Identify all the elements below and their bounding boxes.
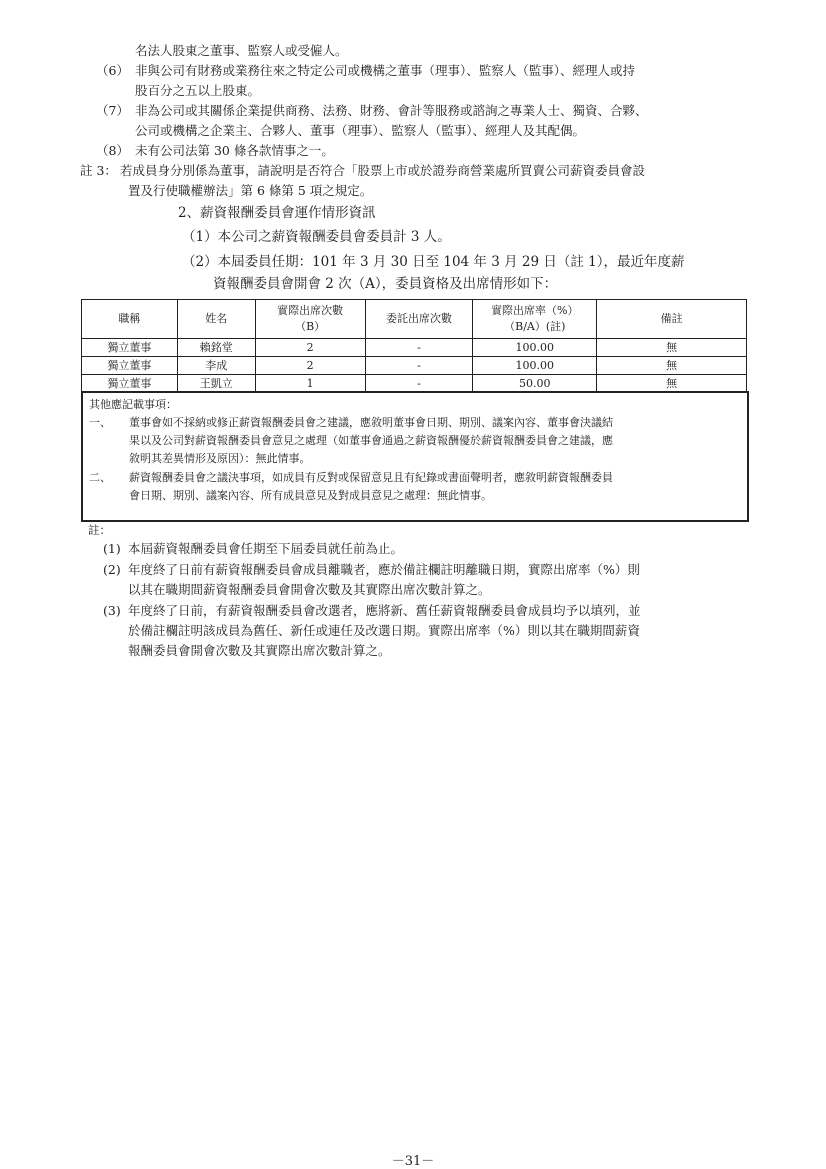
other-item-2-line-1: 薪資報酬委員會之議決事項，如成員有反對或保留意見且有紀錄或書面聲明者，應敘明薪資報酬委員 xyxy=(129,471,613,484)
cell-name: 賴銘堂 xyxy=(177,339,255,357)
note-3-label: 註 3： xyxy=(80,163,117,178)
header-proxy-attendance: 委託出席次數 xyxy=(365,300,473,339)
cell-rate: 50.00 xyxy=(473,375,597,393)
cell-title: 獨立董事 xyxy=(82,357,178,375)
table-row xyxy=(82,339,747,357)
cell-attendance: 2 xyxy=(255,357,365,375)
other-matters-box xyxy=(81,391,749,522)
note-3-line-2: 置及行使職權辦法」第 6 條第 5 項之規定。 xyxy=(128,183,373,198)
note-3-body-line-3: 報酬委員會開會次數及其實際出席次數計算之。 xyxy=(128,643,391,658)
other-item-2-line-2: 會日期、期別、議案內容、所有成員意見及對成員意見之處理：無此情事。 xyxy=(129,489,492,502)
cell-proxy: - xyxy=(365,357,473,375)
header-actual-attendance-line-2: （B） xyxy=(295,320,326,333)
section-paragraph-2-line-2: 資報酬委員會開會 2 次（A），委員資格及出席情形如下： xyxy=(213,276,558,292)
list-item-7-line-1: 非為公司或其關係企業提供商務、法務、財務、會計等服務或諮詢之專業人士、獨資、合夥、 xyxy=(135,103,648,118)
header-actual-attendance xyxy=(255,300,365,339)
list-item-7-line-2: 公司或機構之企業主、合夥人、董事（理事）、監察人（監事）、經理人及其配偶。 xyxy=(135,123,586,138)
cell-rate: 100.00 xyxy=(473,357,597,375)
cell-title: 獨立董事 xyxy=(82,339,178,357)
header-attendance-rate-line-1: 實際出席率（%） xyxy=(491,304,579,317)
header-attendance-rate xyxy=(473,300,597,339)
cell-remark: 無 xyxy=(597,357,747,375)
other-item-1-line-1: 董事會如不採納或修正薪資報酬委員會之建議，應敘明董事會日期、期別、議案內容、董事會決議結 xyxy=(129,416,613,429)
other-item-1-line-2: 果以及公司對薪資報酬委員會意見之處理（如董事會通過之薪資報酬優於薪資報酬委員會之建議，應 xyxy=(129,434,613,447)
list-item-8-number: （8） xyxy=(96,143,129,158)
note-2-line-2: 以其在職期間薪資報酬委員會開會次數及其實際出席次數計算之。 xyxy=(128,582,491,597)
header-remark: 備註 xyxy=(597,300,747,339)
note-3-body-line-2: 於備註欄註明該成員為舊任、新任或連任及改選日期。實際出席率（%）則以其在職期間薪資 xyxy=(128,623,640,638)
note-2-line-1: 年度終了日前有薪資報酬委員會成員離職者，應於備註欄註明離職日期，實際出席率（%）則 xyxy=(128,562,640,577)
note-2-number: (2) xyxy=(103,562,121,577)
cell-attendance: 1 xyxy=(255,375,365,393)
cell-remark: 無 xyxy=(597,375,747,393)
table-row xyxy=(82,357,747,375)
page-number: －31－ xyxy=(391,1154,435,1169)
section-heading: 2、薪資報酬委員會運作情形資訊 xyxy=(178,205,376,221)
list-item-8-line-1: 未有公司法第 30 條各款情事之一。 xyxy=(135,143,334,158)
header-attendance-rate-line-2: （B/A）(註) xyxy=(504,320,566,333)
header-title: 職稱 xyxy=(82,300,178,339)
other-item-2-number: 二、 xyxy=(89,471,111,484)
table-row xyxy=(82,375,747,393)
list-item-6-line-1: 非與公司有財務或業務往來之特定公司或機構之董事（理事）、監察人（監事）、經理人或持 xyxy=(135,63,636,78)
section-paragraph-1: （1）本公司之薪資報酬委員會委員計 3 人。 xyxy=(182,229,451,245)
cell-title: 獨立董事 xyxy=(82,375,178,393)
other-item-1-line-3: 敘明其差異情形及原因）：無此情事。 xyxy=(129,452,311,465)
note-3-line-1: 若成員身分別係為董事，請說明是否符合「股票上市或於證券商營業處所買賣公司薪資委員會設 xyxy=(120,163,646,178)
other-item-1-number: 一、 xyxy=(89,416,111,429)
note-1-number: (1) xyxy=(103,541,121,556)
table-header-row xyxy=(82,300,747,339)
cell-rate: 100.00 xyxy=(473,339,597,357)
note-3-number: (3) xyxy=(103,603,121,618)
cell-name: 李成 xyxy=(177,357,255,375)
note-3-body-line-1: 年度終了日前，有薪資報酬委員會改選者，應將新、舊任薪資報酬委員會成員均予以填列，並 xyxy=(128,603,641,618)
note-1-line-1: 本屆薪資報酬委員會任期至下屆委員就任前為止。 xyxy=(128,541,404,556)
cell-attendance: 2 xyxy=(255,339,365,357)
list-item-6-line-2: 股百分之五以上股東。 xyxy=(135,83,261,98)
list-item-7-number: （7） xyxy=(96,103,129,118)
header-actual-attendance-line-1: 實際出席次數 xyxy=(277,304,344,317)
cell-name: 王凱立 xyxy=(177,375,255,393)
section-paragraph-2-line-1: （2）本屆委員任期：101 年 3 月 30 日至 104 年 3 月 29 日（註 1），最近年度薪 xyxy=(182,254,685,270)
cell-proxy: - xyxy=(365,339,473,357)
list-item-5-continuation: 名法人股東之董事、監察人或受僱人。 xyxy=(135,43,348,58)
attendance-table xyxy=(81,299,747,393)
cell-proxy: - xyxy=(365,375,473,393)
header-name: 姓名 xyxy=(177,300,255,339)
cell-remark: 無 xyxy=(597,339,747,357)
notes-label: 註： xyxy=(88,523,111,537)
other-matters-title: 其他應記載事項： xyxy=(89,398,177,411)
list-item-6-number: （6） xyxy=(96,63,129,78)
